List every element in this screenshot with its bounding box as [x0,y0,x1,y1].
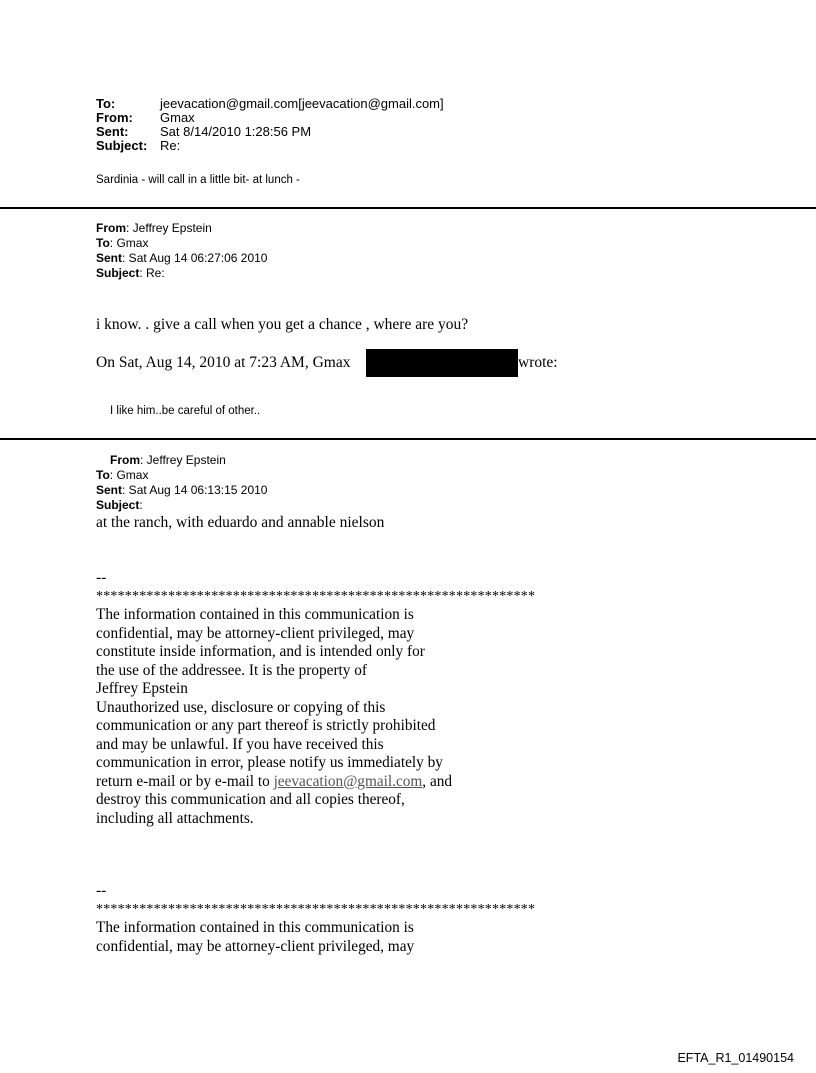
sent-value: Sat 8/14/2010 1:28:56 PM [160,124,312,139]
email-header [96,97,596,157]
msg2-to: To: Gmax [96,468,149,482]
disclaimer-line: The information contained in this communication is [96,606,414,623]
msg1-sent: Sent: Sat Aug 14 06:27:06 2010 [96,251,268,265]
msg1-quote-prefix: On Sat, Aug 14, 2010 at 7:23 AM, Gmax [96,354,351,371]
disclaimer-line: confidential, may be attorney-client privileged, may [96,937,415,955]
msg1-quoted-text: I like him..be careful of other.. [110,405,261,417]
redaction-box [366,349,518,377]
msg2-from: From: Jeffrey Epstein [110,453,226,467]
top-body-text: Sardinia - will call in a little bit- at lunch - [96,174,300,186]
msg2-sent: Sent: Sat Aug 14 06:13:15 2010 [96,483,268,497]
msg1-subject: Subject: Re: [96,266,165,280]
email-link[interactable]: jeevacation@gmail.com [273,772,423,790]
msg2-body: at the ranch, with eduardo and annable nielson [96,514,385,531]
disclaimer-text [96,919,414,956]
disclaimer-line: Unauthorized use, disclosure or copying of this [96,698,386,716]
msg1-from: From: Jeffrey Epstein [96,221,212,235]
msg1-to: To: Gmax [96,236,149,250]
disclaimer-line: The information contained in this communication is [96,919,414,936]
disclaimer-line: constitute inside information, and is intended only for [96,643,425,660]
disclaimer-text [96,606,452,828]
divider [0,207,816,209]
msg1-quote-suffix: wrote: [518,354,558,371]
signature-dashes: -- [96,882,107,899]
disclaimer-line: communication in error, please notify us immediately by [96,754,443,771]
to-label: To: [96,96,116,111]
disclaimer-line: the use of the addressee. It is the property of [96,661,368,679]
disclaimer-line: and may be unlawful. If you have received this [96,735,384,753]
disclaimer-line: Jeffrey Epstein [96,680,188,697]
document-id: EFTA_R1_01490154 [677,1051,794,1065]
disclaimer-line: including all attachments. [96,809,254,827]
subject-label: Subject: [96,138,148,153]
signature-dashes: -- [96,569,107,586]
disclaimer-line: return e-mail or by e-mail to jeevacation@gmail.com, and [96,772,453,790]
subject-value: Re: [160,138,181,153]
disclaimer-line: destroy this communication and all copies thereof, [96,791,405,808]
disclaimer-line: communication or any part thereof is strictly prohibited [96,717,436,734]
msg1-body: i know. . give a call when you get a chance , where are you? [96,316,469,333]
star-separator: ************************************************************* [96,589,536,604]
disclaimer-line: confidential, may be attorney-client privileged, may [96,624,415,642]
sent-label: Sent: [96,124,129,139]
to-value: jeevacation@gmail.com[jeevacation@gmail.com] [160,96,444,111]
star-separator: ************************************************************* [96,902,536,917]
from-label: From: [96,110,133,125]
msg2-subject: Subject: [96,498,143,512]
from-value: Gmax [160,110,195,125]
divider [0,438,816,440]
